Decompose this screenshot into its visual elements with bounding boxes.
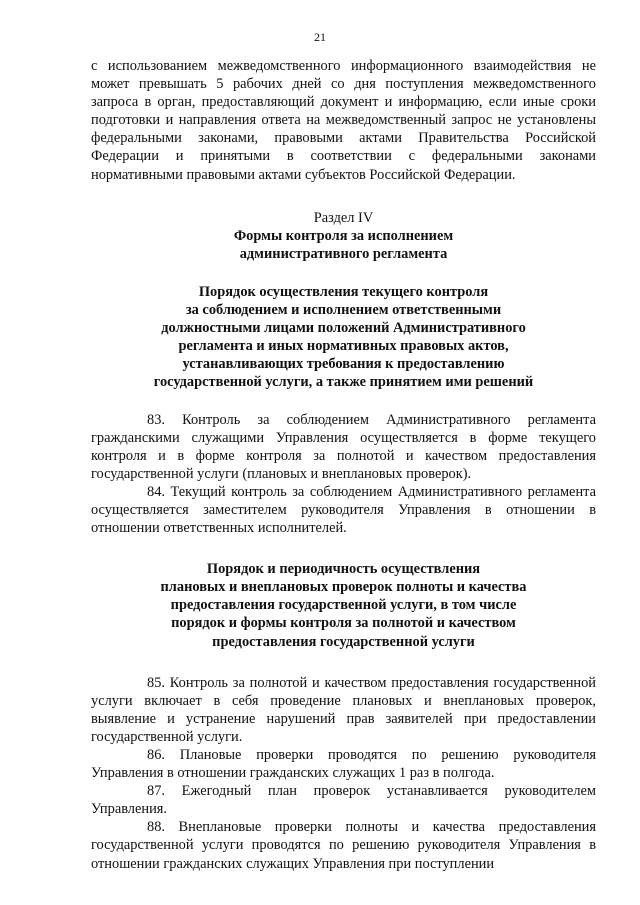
paragraph-84: 84. Текущий контроль за соблюдением Административного регламента осуществляется заместителем руководителя Управления в отношении в отношении ответственных исполнителей. [91,483,596,537]
subsection-2-line: предоставления государственной услуги, в том числе [170,597,517,614]
subsection-1-heading [91,283,596,392]
document-body [91,57,596,873]
subsection-1-line: государственной услуги, а также принятием ими решений [153,374,534,391]
subsection-2-line: предоставления государственной услуги [212,633,475,650]
section-label: Раздел IV [313,209,374,226]
paragraph-85: 85. Контроль за полнотой и качеством предоставления государственной услуги включает в себя проведение плановых и внеплановых проверок, выявление и устранение нарушений прав заявителей при предоставлении государственной услуги. [91,674,596,745]
section-title-line-2: административного регламента [239,245,448,262]
paragraph-86: 86. Плановые проверки проводятся по решению руководителя Управления в отношении гражданских служащих 1 раз в полгода. [91,747,596,782]
page-number: 21 [314,30,326,44]
paragraph-87: 87. Ежегодный план проверок устанавливается руководителем Управления. [91,783,596,818]
subsection-1-line: за соблюдением и исполнением ответственными [185,302,502,319]
subsection-1-line: устанавливающих требования к предоставлению [182,356,505,373]
subsection-1-line: должностными лицами положений Административного [161,320,526,337]
subsection-2-heading [91,560,596,650]
subsection-1-line: регламента и иных нормативных правовых актов, [178,338,509,355]
paragraph-83: 83. Контроль за соблюдением Административного регламента гражданскими служащими Управления осуществляется в форме текущего контроля и в форме контроля за полнотой и качеством предоставления государственной услуги (плановых и внеплановых проверок). [91,411,596,482]
subsection-2-line: Порядок и периодичность осуществления [206,561,481,578]
subsection-1-line: Порядок осуществления текущего контроля [198,283,489,300]
subsection-2-line: порядок и формы контроля за полнотой и качеством [171,615,516,632]
paragraph-88: 88. Внеплановые проверки полноты и качества предоставления государственной услуги проводятся по решению руководителя Управления в отношении гражданских служащих Управления при поступлении [91,819,596,872]
section-title-line-1: Формы контроля за исполнением [233,227,454,244]
subsection-2-line: плановых и внеплановых проверок полноты и качества [160,579,527,596]
intro-paragraph: с использованием межведомственного информационного взаимодействия не может превышать 5 рабочих дней со дня поступления межведомственного запроса в орган, предоставляющий документ и информацию, если иные сроки подготовки и направления ответа на межведомственный запрос не установлены федеральными законами, правовыми актами Правительства Российской Федерации и принятыми в соответствии с федеральными законами нормативными правовыми актами субъектов Российской Федерации. [91,58,596,183]
